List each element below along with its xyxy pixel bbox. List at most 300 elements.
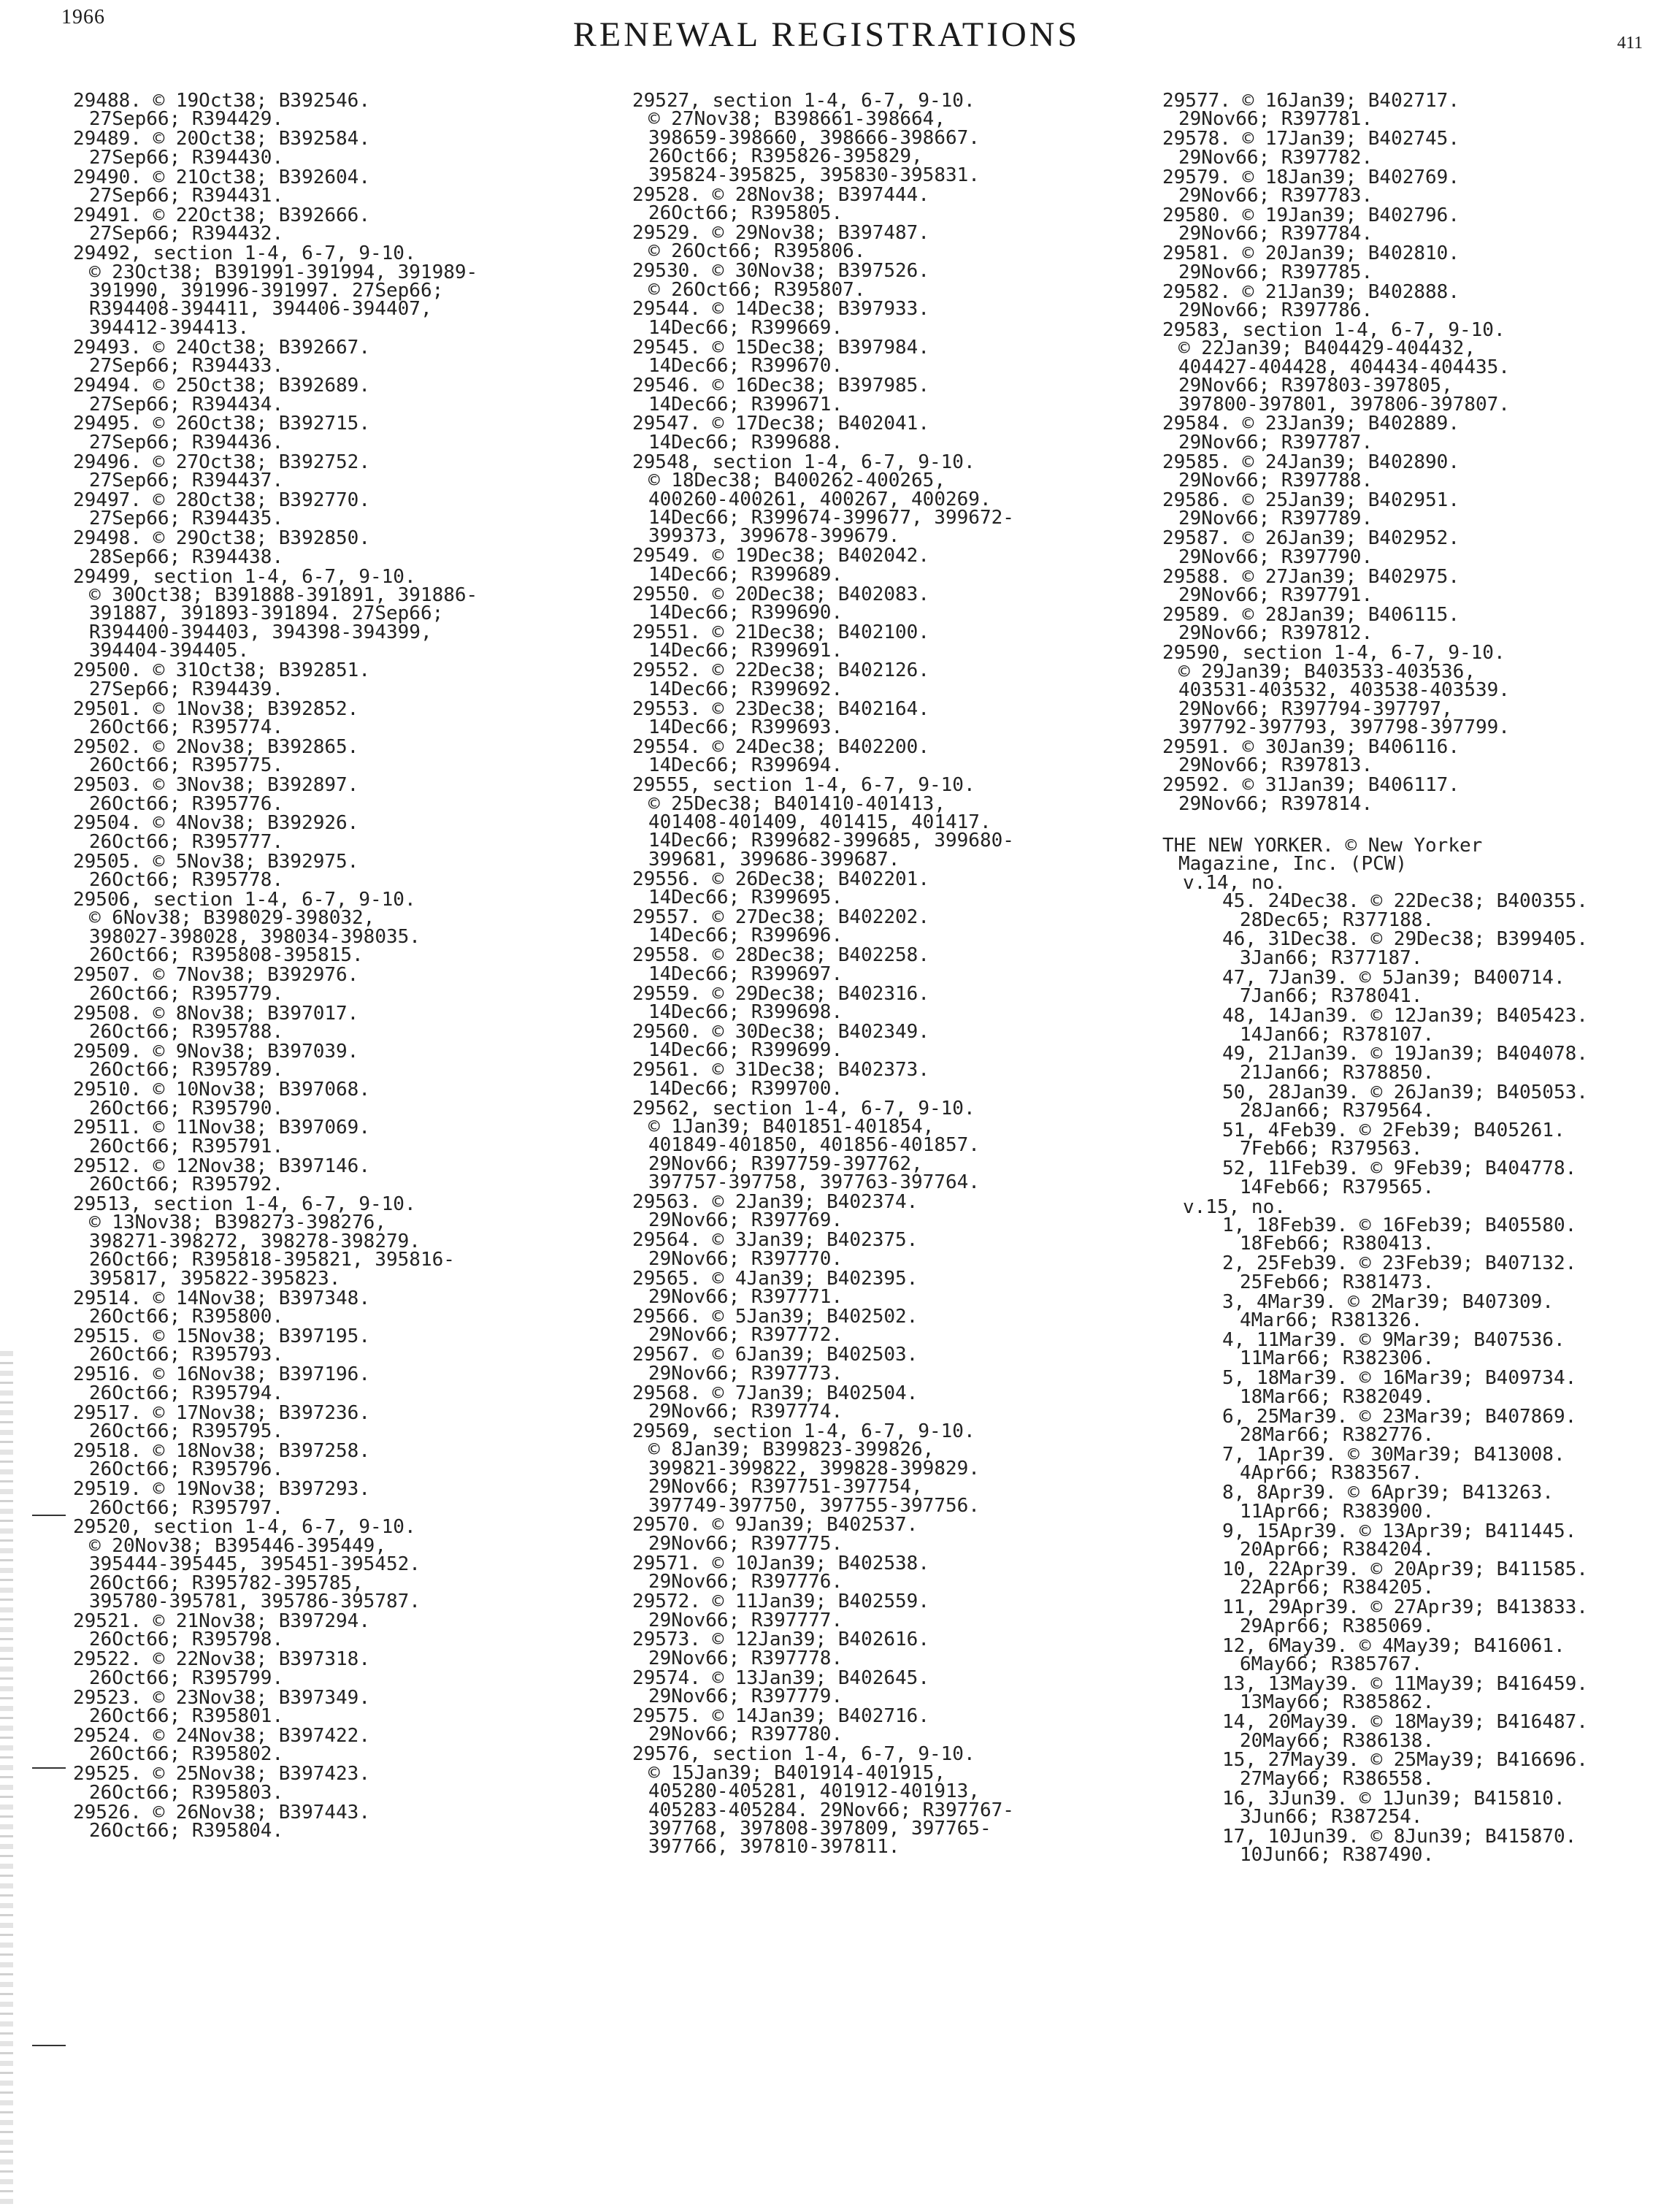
entry-line: 29575. © 14Jan39; B402716. — [632, 1705, 929, 1728]
registration-entry — [73, 1081, 577, 1118]
entry-line: 29505. © 5Nov38; B392975. — [73, 850, 359, 873]
registration-entry — [632, 1631, 1136, 1668]
entry-line: 29488. © 19Oct38; B392546. — [73, 90, 370, 112]
registration-entry — [1162, 166, 1644, 207]
entry-line: 14, 20May39. © 18May39; B416487. — [1222, 1711, 1588, 1734]
issue-entry — [1162, 966, 1644, 1008]
registration-entry — [73, 1612, 577, 1650]
entry-line: 29491. © 22Oct38; B392666. — [73, 204, 370, 226]
entry-line: 29494. © 25Oct38; B392689. — [73, 375, 370, 397]
registration-entry — [632, 1267, 1136, 1309]
entry-line: 29558. © 28Dec38; B402258. — [632, 944, 929, 967]
registration-entry — [73, 735, 577, 777]
entry-line: 401408-401409, 401415, 401417. — [648, 811, 992, 833]
entry-line: 29576, section 1-4, 6-7, 9-10. — [632, 1743, 975, 1766]
entry-line: 27Sep66; R394437. — [89, 470, 284, 492]
registration-entry — [632, 221, 1136, 263]
issue-entry — [1162, 1672, 1644, 1714]
entry-line: 29509. © 9Nov38; B397039. — [73, 1040, 359, 1063]
entry-line: 4Mar66; R381326. — [1240, 1309, 1423, 1332]
registration-entry — [632, 1346, 1136, 1383]
entry-line: 26Oct66; R395792. — [89, 1174, 284, 1196]
entry-line: 26Oct66; R395803. — [89, 1781, 284, 1804]
entry-line: 26Oct66; R395795. — [89, 1420, 284, 1442]
entry-line: 46, 31Dec38. © 29Dec38; B399405. — [1222, 928, 1588, 951]
registration-entry — [73, 1363, 577, 1404]
entry-line: 29553. © 23Dec38; B402164. — [632, 697, 929, 720]
entry-line: 29563. © 2Jan39; B402374. — [632, 1191, 918, 1214]
entry-line: 29503. © 3Nov38; B392897. — [73, 774, 359, 797]
entry-line: 399373, 399678-399679. — [648, 525, 900, 548]
margin-tick-mark — [32, 2045, 66, 2046]
entry-line: 3, 4Mar39. © 2Mar39; B407309. — [1222, 1290, 1554, 1313]
entry-line: 11Mar66; R382306. — [1240, 1347, 1435, 1370]
entry-line: 29Nov66; R397770. — [648, 1247, 843, 1270]
registration-entry — [1162, 280, 1644, 321]
volume-list — [1162, 871, 1644, 1867]
registration-entry — [632, 1593, 1136, 1630]
entry-line: 397749-397750, 397755-397756. — [648, 1494, 980, 1517]
entry-line: 405280-405281, 401912-401913, — [648, 1780, 980, 1803]
registration-entry — [1162, 130, 1644, 167]
entry-line: © 27Nov38; B398661-398664, — [648, 108, 946, 131]
entry-line: 4Apr66; R383567. — [1240, 1462, 1423, 1485]
entry-line: 14Dec66; R399696. — [648, 925, 843, 947]
entry-line: 29498. © 29Oct38; B392850. — [73, 527, 370, 550]
entry-line: 398027-398028, 398034-398035. — [89, 925, 421, 948]
entry-line: 29495. © 26Oct38; B392715. — [73, 413, 370, 435]
entry-line: 29567. © 6Jan39; B402503. — [632, 1344, 918, 1366]
issue-entry — [1162, 1443, 1644, 1485]
entry-line: © 26Oct66; R395806. — [648, 240, 866, 263]
registration-entry — [73, 377, 577, 414]
entry-line: 29592. © 31Jan39; B406117. — [1162, 774, 1460, 797]
entry-line: © 18Dec38; B400262-400265, — [648, 470, 946, 492]
entry-line: 26Oct66; R395777. — [89, 830, 284, 853]
issue-entry — [1162, 1081, 1644, 1122]
entry-line: 29515. © 15Nov38; B397195. — [73, 1325, 370, 1347]
registration-entry — [1162, 491, 1644, 529]
entry-line: 29565. © 4Jan39; B402395. — [632, 1267, 918, 1290]
entry-line: 8, 8Apr39. © 6Apr39; B413263. — [1222, 1482, 1554, 1504]
issue-entry — [1162, 1045, 1644, 1082]
issue-entry — [1162, 1290, 1644, 1332]
entry-line: 27Sep66; R394434. — [89, 393, 284, 416]
entry-line: © 20Nov38; B395446-395449, — [89, 1534, 386, 1557]
entry-line: 29571. © 10Jan39; B402538. — [632, 1552, 929, 1574]
entry-line: 29Nov66; R397777. — [648, 1609, 843, 1631]
issue-entry — [1162, 1405, 1644, 1447]
entry-line: 29573. © 12Jan39; B402616. — [632, 1629, 929, 1651]
entry-line: 29564. © 3Jan39; B402375. — [632, 1229, 918, 1252]
entry-line: 14Dec66; R399669. — [648, 316, 843, 339]
entry-line: 29Nov66; R397783. — [1178, 185, 1373, 207]
registration-entry — [632, 1743, 1136, 1859]
page-title: RENEWAL REGISTRATIONS — [572, 15, 1081, 54]
entry-line: 15, 27May39. © 25May39; B416696. — [1222, 1749, 1588, 1772]
entry-line: 50, 28Jan39. © 26Jan39; B405053. — [1222, 1081, 1588, 1103]
entry-line: 29521. © 21Nov38; B397294. — [73, 1610, 370, 1632]
entry-line: 29550. © 20Dec38; B402083. — [632, 583, 929, 605]
registration-entry — [73, 776, 577, 814]
entry-line: 29511. © 11Nov38; B397069. — [73, 1117, 370, 1139]
entry-line: 29580. © 19Jan39; B402796. — [1162, 204, 1460, 226]
entry-line: 14Dec66; R399688. — [648, 431, 843, 454]
entry-line: 29Nov66; R397786. — [1178, 299, 1373, 321]
entry-line: 14Feb66; R379565. — [1240, 1176, 1435, 1198]
registration-entry — [73, 850, 577, 892]
entry-line: 26Oct66; R395797. — [89, 1496, 284, 1519]
entry-line: 29591. © 30Jan39; B406116. — [1162, 735, 1460, 758]
registration-entry — [73, 1801, 577, 1842]
entry-line: 394412-394413. — [89, 316, 250, 339]
entry-line: 26Oct66; R395790. — [89, 1097, 284, 1120]
entry-line: 29583, section 1-4, 6-7, 9-10. — [1162, 318, 1506, 341]
registration-entry — [73, 415, 577, 452]
entry-line: 29552. © 22Dec38; B402126. — [632, 659, 929, 682]
entry-line: 29Nov66; R397813. — [1178, 754, 1373, 777]
entry-line: © 1Jan39; B401851-401854, — [648, 1115, 935, 1138]
entry-line: 399821-399822, 399828-399829. — [648, 1457, 980, 1480]
entry-line: 29522. © 22Nov38; B397318. — [73, 1648, 370, 1671]
entry-line: 29523. © 23Nov38; B397349. — [73, 1686, 370, 1709]
registration-entry — [632, 1516, 1136, 1553]
entry-line: 29489. © 20Oct38; B392584. — [73, 128, 370, 150]
entry-line: 29Nov66; R397751-397754, — [648, 1476, 923, 1499]
entry-line: 29569, section 1-4, 6-7, 9-10. — [632, 1420, 975, 1442]
entry-line: 29Nov66; R397779. — [648, 1685, 843, 1708]
registration-entry — [1162, 415, 1644, 452]
entry-line: 26Oct66; R395779. — [89, 982, 284, 1005]
registration-entry — [73, 659, 577, 700]
entry-line: 26Oct66; R395796. — [89, 1458, 284, 1481]
registration-entry — [632, 262, 1136, 299]
entry-line: 29Nov66; R397803-397805, — [1178, 375, 1453, 397]
entry-line: 20Apr66; R384204. — [1240, 1538, 1435, 1561]
entry-line: 29504. © 4Nov38; B392926. — [73, 812, 359, 835]
scan-binding-edge — [0, 1351, 13, 2205]
registration-entry — [73, 242, 577, 339]
entry-line: 29561. © 31Dec38; B402373. — [632, 1059, 929, 1082]
registration-entry — [1162, 242, 1644, 283]
entry-line: 7Jan66; R378041. — [1240, 985, 1423, 1008]
issue-entry — [1162, 1252, 1644, 1293]
registration-entry — [632, 451, 1136, 548]
issue-entry — [1162, 930, 1644, 968]
entry-line: 25Feb66; R381473. — [1240, 1271, 1435, 1293]
issue-entry — [1162, 1634, 1644, 1675]
margin-tick-mark — [32, 1767, 66, 1769]
issue-entry — [1162, 1369, 1644, 1407]
entry-line: 29513, section 1-4, 6-7, 9-10. — [73, 1193, 416, 1216]
entry-line: 29500. © 31Oct38; B392851. — [73, 659, 370, 682]
entry-line: 10Jun66; R387490. — [1240, 1844, 1435, 1867]
entry-line: 29546. © 16Dec38; B397985. — [632, 375, 929, 397]
entry-line: 29514. © 14Nov38; B397348. — [73, 1287, 370, 1309]
entry-line: 26Oct66; R395788. — [89, 1020, 284, 1043]
entry-line: 47, 7Jan39. © 5Jan39; B400714. — [1222, 966, 1565, 989]
entry-line: 29Nov66; R397774. — [648, 1401, 843, 1423]
entry-line: 403531-403532, 403538-403539. — [1178, 679, 1510, 702]
entry-line: 29Nov66; R397771. — [648, 1286, 843, 1309]
entry-line: 405283-405284. 29Nov66; R397767- — [648, 1799, 1014, 1821]
registration-entry — [632, 908, 1136, 946]
entry-line: 7Feb66; R379563. — [1240, 1138, 1423, 1160]
entry-line: 1, 18Feb39. © 16Feb39; B405580. — [1222, 1214, 1577, 1237]
entry-line: R394400-394403, 394398-394399, — [89, 621, 432, 643]
entry-line: 400260-400261, 400267, 400269. — [648, 488, 992, 510]
entry-line: 29526. © 26Nov38; B397443. — [73, 1801, 370, 1823]
registration-entry — [73, 1002, 577, 1043]
entry-line: © 25Dec38; B401410-401413, — [648, 792, 946, 815]
registration-entry — [73, 1287, 577, 1328]
entry-line: 29582. © 21Jan39; B402888. — [1162, 280, 1460, 303]
entry-line: 14Dec66; R399697. — [648, 963, 843, 985]
entry-line: 29Nov66; R397814. — [1178, 792, 1373, 815]
entry-line: 26Oct66; R395826-395829, — [648, 145, 923, 168]
registration-entry — [73, 1765, 577, 1802]
entry-line: 29502. © 2Nov38; B392865. — [73, 735, 359, 758]
registration-entry — [632, 547, 1136, 584]
entry-line: 391990, 391996-391997. 27Sep66; — [89, 280, 444, 302]
registration-entry — [1162, 644, 1644, 737]
entry-line: 29Nov66; R397784. — [1178, 223, 1373, 245]
registration-entry — [632, 377, 1136, 414]
new-yorker-section — [1162, 834, 1644, 1867]
entry-line: 29496. © 27Oct38; B392752. — [73, 451, 370, 473]
issue-entry — [1162, 1484, 1644, 1521]
entry-line: 29559. © 29Dec38; B402316. — [632, 982, 929, 1005]
registration-entry — [73, 1724, 577, 1766]
registration-entry — [632, 300, 1136, 337]
entry-line: 14Dec66; R399671. — [648, 393, 843, 416]
entry-line: 27May66; R386558. — [1240, 1767, 1435, 1790]
entry-line: 14Jan66; R378107. — [1240, 1023, 1435, 1046]
entry-line: 29516. © 16Nov38; B397196. — [73, 1363, 370, 1386]
entry-line: 16, 3Jun39. © 1Jun39; B415810. — [1222, 1787, 1565, 1810]
issue-entry — [1162, 1122, 1644, 1159]
entry-line: 29566. © 5Jan39; B402502. — [632, 1306, 918, 1328]
entry-line: 26Oct66; R395800. — [89, 1306, 284, 1328]
entry-line: 29572. © 11Jan39; B402559. — [632, 1591, 929, 1613]
entry-line: 29525. © 25Nov38; B397423. — [73, 1763, 370, 1786]
entry-line: 29586. © 25Jan39; B402951. — [1162, 489, 1460, 512]
entry-line: 2, 25Feb39. © 23Feb39; B407132. — [1222, 1252, 1577, 1275]
entry-line: 11Apr66; R383900. — [1240, 1500, 1435, 1523]
entry-line: 7, 1Apr39. © 30Mar39; B413008. — [1222, 1443, 1565, 1466]
registration-entry — [632, 982, 1136, 1023]
entry-line: 29579. © 18Jan39; B402769. — [1162, 166, 1460, 188]
page-year: 1966 — [61, 6, 105, 28]
issue-entry — [1162, 1007, 1644, 1044]
entry-line: 29529. © 29Nov38; B397487. — [632, 221, 929, 244]
entry-line: 28Mar66; R382776. — [1240, 1424, 1435, 1447]
entry-line: 26Oct66; R395808-395815. — [89, 944, 364, 967]
entry-line: 26Oct66; R395799. — [89, 1666, 284, 1689]
entry-line: 29519. © 19Nov38; B397293. — [73, 1478, 370, 1501]
entry-line: 398659-398660, 398666-398667. — [648, 126, 980, 149]
entry-line: 26Oct66; R395775. — [89, 754, 284, 777]
entry-line: 6, 25Mar39. © 23Mar39; B407869. — [1222, 1405, 1577, 1428]
entry-line: R394408-394411, 394406-394407, — [89, 298, 432, 321]
entry-line: 14Dec66; R399682-399685, 399680- — [648, 830, 1014, 852]
entry-line: 52, 11Feb39. © 9Feb39; B404778. — [1222, 1157, 1577, 1180]
entry-line: 29493. © 24Oct38; B392667. — [73, 336, 370, 359]
registration-entry — [632, 92, 1136, 185]
entry-line: 29Nov66; R397772. — [648, 1324, 843, 1347]
entry-line: 14Dec66; R399689. — [648, 563, 843, 586]
entry-line: 10, 22Apr39. © 20Apr39; B411585. — [1222, 1558, 1588, 1580]
entry-line: 21Jan66; R378850. — [1240, 1061, 1435, 1084]
entry-line: © 15Jan39; B401914-401915, — [648, 1761, 946, 1784]
issue-entry — [1162, 1558, 1644, 1599]
issue-entry — [1162, 1214, 1644, 1255]
entry-line: 49, 21Jan39. © 19Jan39; B404078. — [1222, 1043, 1588, 1065]
registration-entry — [73, 130, 577, 167]
entry-line: 29520, section 1-4, 6-7, 9-10. — [73, 1516, 416, 1539]
entry-line: 29499, section 1-4, 6-7, 9-10. — [73, 565, 416, 588]
entry-line: 5, 18Mar39. © 16Mar39; B409734. — [1222, 1367, 1577, 1390]
entry-line: © 13Nov38; B398273-398276, — [89, 1212, 386, 1234]
entry-line: 26Oct66; R395789. — [89, 1059, 284, 1082]
entry-line: 391887, 391893-391894. 27Sep66; — [89, 602, 444, 625]
registration-entry — [73, 697, 577, 738]
entry-line: 404427-404428, 404434-404435. — [1178, 356, 1510, 378]
registration-entry — [632, 1193, 1136, 1231]
entry-line: 26Oct66; R395791. — [89, 1135, 284, 1157]
registration-entry — [632, 1420, 1136, 1517]
registration-entry — [632, 1097, 1136, 1194]
entry-line: 29507. © 7Nov38; B392976. — [73, 964, 359, 987]
entry-line: 29548, section 1-4, 6-7, 9-10. — [632, 451, 975, 473]
registration-entry — [73, 1686, 577, 1728]
registration-entry — [73, 529, 577, 567]
registration-entry — [632, 1020, 1136, 1062]
entry-line: 29527, section 1-4, 6-7, 9-10. — [632, 90, 975, 112]
entry-line: 29547. © 17Dec38; B402041. — [632, 413, 929, 435]
publication-heading-line: THE NEW YORKER. © New Yorker — [1162, 834, 1483, 857]
entries-list — [1162, 92, 1644, 814]
entries-column-2 — [632, 92, 1136, 1858]
entry-line: 27Sep66; R394439. — [89, 678, 284, 700]
entry-line: 29Nov66; R397791. — [1178, 584, 1373, 607]
entry-line: 12, 6May39. © 4May39; B416061. — [1222, 1634, 1565, 1657]
entry-line: 395824-395825, 395830-395831. — [648, 164, 980, 186]
entry-line: 26Oct66; R395798. — [89, 1629, 284, 1651]
issue-entry — [1162, 1828, 1644, 1865]
registration-entry — [73, 1195, 577, 1288]
registration-entry — [73, 92, 577, 129]
entry-line: 29Nov66; R397780. — [648, 1723, 843, 1746]
entry-line: 27Sep66; R394432. — [89, 223, 284, 245]
entry-line: 14Dec66; R399695. — [648, 887, 843, 909]
entry-line: 29551. © 21Dec38; B402100. — [632, 621, 929, 643]
entry-line: 397757-397758, 397763-397764. — [648, 1171, 980, 1194]
entry-line: 22Apr66; R384205. — [1240, 1577, 1435, 1599]
entry-line: © 23Oct38; B391991-391994, 391989- — [89, 261, 478, 283]
registration-entry — [632, 336, 1136, 378]
entry-line: 395444-395445, 395451-395452. — [89, 1553, 421, 1576]
issue-entry — [1162, 892, 1644, 930]
entry-line: 29510. © 10Nov38; B397068. — [73, 1079, 370, 1101]
entry-line: 401849-401850, 401856-401857. — [648, 1134, 980, 1157]
registration-entry — [632, 1061, 1136, 1098]
entry-line: 29588. © 27Jan39; B402975. — [1162, 565, 1460, 588]
entry-line: 29497. © 28Oct38; B392770. — [73, 489, 370, 512]
entry-line: 14Dec66; R399674-399677, 399672- — [648, 506, 1014, 529]
entry-line: 26Oct66; R395776. — [89, 792, 284, 815]
entry-line: 398271-398272, 398278-398279. — [89, 1230, 421, 1252]
issue-entry — [1162, 1751, 1644, 1788]
entry-line: 29577. © 16Jan39; B402717. — [1162, 90, 1460, 112]
entry-line: 397766, 397810-397811. — [648, 1836, 900, 1859]
issue-entry — [1162, 1787, 1644, 1829]
entry-line: 29506, section 1-4, 6-7, 9-10. — [73, 889, 416, 911]
entry-line: 29Nov66; R397788. — [1178, 470, 1373, 492]
entry-line: 11, 29Apr39. © 27Apr39; B413833. — [1222, 1596, 1588, 1619]
entry-line: 29508. © 8Nov38; B397017. — [73, 1002, 359, 1025]
issue-entry — [1162, 1596, 1644, 1637]
entry-line: 26Oct66; R395804. — [89, 1819, 284, 1842]
entry-line: 6May66; R385767. — [1240, 1653, 1423, 1675]
entry-line: 29Nov66; R397787. — [1178, 431, 1373, 454]
entry-line: 29Nov66; R397794-397797, — [1178, 697, 1453, 720]
entry-line: 14Dec66; R399691. — [648, 640, 843, 662]
entry-line: 13May66; R385862. — [1240, 1691, 1435, 1714]
entry-line: 20May66; R386138. — [1240, 1729, 1435, 1752]
entry-line: 26Oct66; R395801. — [89, 1705, 284, 1728]
entry-line: 29Nov66; R397769. — [648, 1209, 843, 1232]
entry-line: 26Oct66; R395802. — [89, 1743, 284, 1766]
entry-line: 26Oct66; R395778. — [89, 869, 284, 892]
entry-line: 29501. © 1Nov38; B392852. — [73, 697, 359, 720]
entry-line: 17, 10Jun39. © 8Jun39; B415870. — [1222, 1826, 1577, 1848]
registration-entry — [632, 776, 1136, 869]
volume-label: v.14, no. — [1183, 871, 1286, 894]
entry-line: 26Oct66; R395774. — [89, 716, 284, 738]
entry-line: 29492, section 1-4, 6-7, 9-10. — [73, 242, 416, 265]
entry-line: 29Nov66; R397785. — [1178, 261, 1373, 283]
publication-heading-line: Magazine, Inc. (PCW) — [1178, 853, 1408, 876]
entry-line: © 29Jan39; B403533-403536, — [1178, 660, 1476, 683]
registration-entry — [73, 1439, 577, 1481]
registration-entry — [632, 1382, 1136, 1423]
registration-entry — [73, 891, 577, 965]
entry-line: 14Dec66; R399690. — [648, 601, 843, 624]
registration-entry — [632, 1666, 1136, 1708]
entries-column-3 — [1162, 92, 1644, 1866]
entry-line: 18Feb66; R380413. — [1240, 1233, 1435, 1255]
registration-entry — [632, 583, 1136, 624]
registration-entry — [632, 735, 1136, 777]
entry-line: 14Dec66; R399699. — [648, 1039, 843, 1062]
entries-column-1 — [73, 92, 577, 1842]
registration-entry — [632, 183, 1136, 224]
entry-line: 27Sep66; R394430. — [89, 146, 284, 169]
registration-entry — [73, 1325, 577, 1366]
registration-entry — [632, 870, 1136, 908]
registration-entry — [632, 1231, 1136, 1268]
entry-line: 14Dec66; R399700. — [648, 1077, 843, 1100]
registration-entry — [632, 415, 1136, 452]
registration-entry — [73, 966, 577, 1003]
registration-entry — [73, 1518, 577, 1611]
registration-entry — [632, 697, 1136, 738]
entry-line: 29544. © 14Dec38; B397933. — [632, 298, 929, 321]
registration-entry — [1162, 451, 1644, 492]
issue-entry — [1162, 1157, 1644, 1198]
registration-entry — [632, 1707, 1136, 1745]
